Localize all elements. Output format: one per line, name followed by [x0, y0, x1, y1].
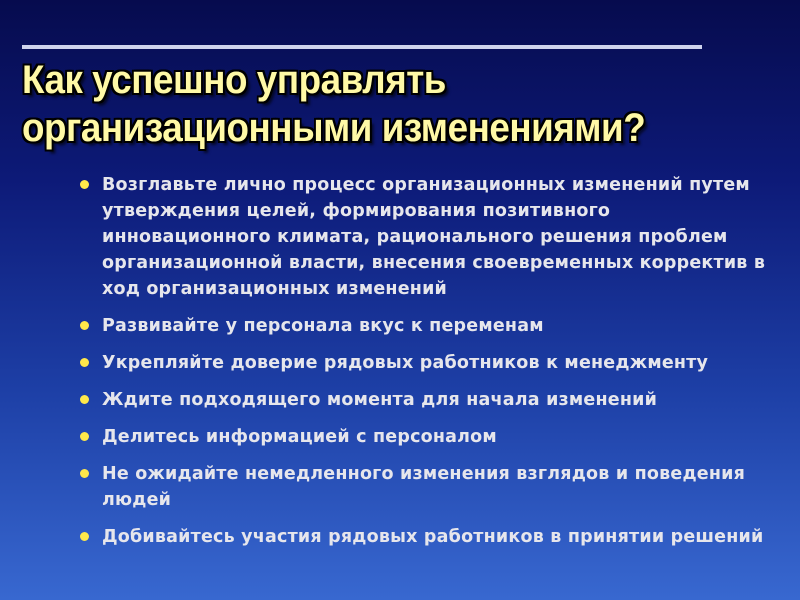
slide-title-line-1: Как успешно управлять: [22, 58, 446, 102]
bullet-item: [80, 461, 780, 513]
bullet-dot-icon: [80, 432, 89, 441]
slide-title-line-2: организационными изменениями?: [22, 106, 646, 150]
bullet-dot-icon: [80, 532, 89, 541]
bullet-dot-icon: [80, 321, 89, 330]
bullet-dot-icon: [80, 395, 89, 404]
bullet-text: Не ожидайте немедленного изменения взглядов и поведения людей: [102, 464, 746, 510]
bullet-text: Добивайтесь участия рядовых работников в принятии решений: [102, 527, 764, 547]
bullet-text: Делитесь информацией с персоналом: [102, 427, 497, 447]
bullet-text: Ждите подходящего момента для начала изменений: [102, 390, 658, 410]
bullet-list: [80, 172, 780, 561]
bullet-text: Укрепляйте доверие рядовых работников к менеджменту: [102, 353, 709, 373]
bullet-dot-icon: [80, 469, 89, 478]
bullet-item: [80, 313, 780, 339]
bullet-item: [80, 387, 780, 413]
bullet-text: Возглавьте лично процесс организационных изменений путем утверждения целей, формирования позитивного инновационного климата, рационального решения проблем организационной власти, внесения своевременных корректив в ход организационных изменений: [102, 175, 766, 299]
bullet-text: Развивайте у персонала вкус к переменам: [102, 316, 544, 336]
title-divider: [22, 45, 702, 49]
bullet-item: [80, 524, 780, 550]
bullet-item: [80, 424, 780, 450]
slide-title: [22, 56, 703, 152]
bullet-dot-icon: [80, 180, 89, 189]
bullet-dot-icon: [80, 358, 89, 367]
bullet-item: [80, 172, 780, 302]
bullet-item: [80, 350, 780, 376]
